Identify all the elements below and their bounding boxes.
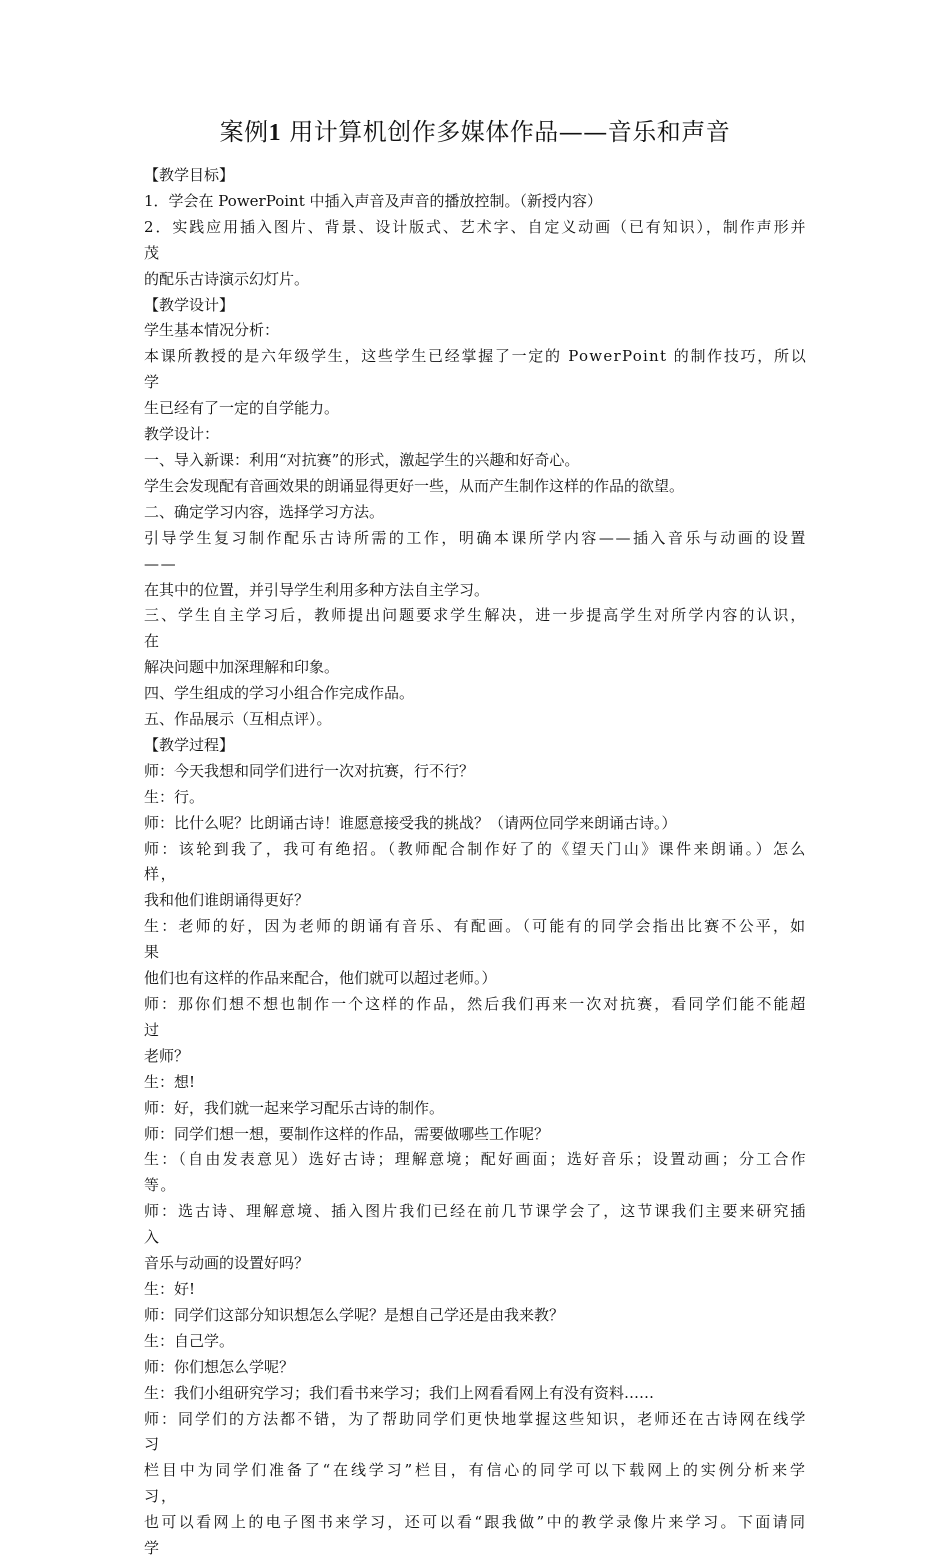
text-line: 教学设计： bbox=[144, 425, 220, 444]
text-line: 五、作品展示（互相点评）。 bbox=[144, 710, 332, 729]
text-line: 师：该轮到我了，我可有绝招。（教师配合制作好了的《望天门山》课件来朗诵。）怎么样， bbox=[144, 839, 807, 884]
title-prefix: 案例 bbox=[219, 118, 269, 146]
text-line: 生：我们小组研究学习；我们看书来学习；我们上网看看网上有没有资料…… bbox=[144, 1383, 655, 1402]
text-line: 三、学生自主学习后，教师提出问题要求学生解决，进一步提高学生对所学内容的认识，在 bbox=[144, 606, 807, 651]
text-line: 本课所教授的是六年级学生，这些学生已经掌握了一定的 PowerPoint 的制作技巧，所以学 bbox=[144, 347, 807, 392]
text-line: 师：选古诗、理解意境、插入图片我们已经在前几节课学会了，这节课我们主要来研究插入 bbox=[144, 1202, 807, 1247]
text-line: 一、导入新课：利用“对抗赛”的形式，激起学生的兴趣和好奇心。 bbox=[144, 450, 580, 469]
text-line: 生：（自由发表意见）选好古诗；理解意境；配好画面；选好音乐；设置动画；分工合作等。 bbox=[144, 1150, 807, 1195]
text-line: 四、学生组成的学习小组合作完成作品。 bbox=[144, 684, 415, 703]
document-body bbox=[144, 163, 807, 1562]
text-line: 的配乐古诗演示幻灯片。 bbox=[144, 269, 310, 288]
title-number: 1 bbox=[268, 120, 282, 146]
text-line: 师：同学们这部分知识想怎么学呢？是想自己学还是由我来教？ bbox=[144, 1305, 565, 1324]
text-line: 生：好! bbox=[144, 1279, 196, 1298]
text-line: 音乐与动画的设置好吗？ bbox=[144, 1254, 310, 1273]
text-line: 他们也有这样的作品来配合，他们就可以超过老师。） bbox=[144, 969, 497, 988]
text-line: 【教学目标】 bbox=[144, 166, 235, 184]
title-text: 用计算机创作多媒体作品——音乐和声音 bbox=[289, 118, 731, 146]
text-line: 我和他们谁朗诵得更好？ bbox=[144, 891, 310, 910]
text-line: 师：那你们想不想也制作一个这样的作品，然后我们再来一次对抗赛，看同学们能不能超过 bbox=[144, 995, 807, 1039]
text-line: 【教学设计】 bbox=[144, 295, 235, 314]
text-line: 生：老师的好，因为老师的朗诵有音乐、有配画。（可能有的同学会指出比赛不公平，如果 bbox=[144, 917, 807, 962]
text-line: 栏目中为同学们准备了“在线学习”栏目，有信心的同学可以下载网上的实例分析来学习， bbox=[144, 1461, 807, 1506]
text-line: 在其中的位置，并引导学生利用多种方法自主学习。 bbox=[144, 580, 490, 599]
text-line: 师：同学们的方法都不错，为了帮助同学们更快地掌握这些知识，老师还在古诗网在线学习 bbox=[144, 1409, 807, 1454]
text-line: 师：同学们想一想，要制作这样的作品，需要做哪些工作呢？ bbox=[144, 1124, 550, 1143]
text-line: 2．实践应用插入图片、背景、设计版式、艺术字、自定义动画（已有知识），制作声形并茂 bbox=[144, 217, 807, 262]
text-line: 生：想! bbox=[144, 1072, 196, 1091]
text-line: 学生会发现配有音画效果的朗诵显得更好一些，从而产生制作这样的作品的欲望。 bbox=[144, 476, 685, 495]
text-line: 师：比什么呢？比朗诵古诗！谁愿意接受我的挑战？（请两位同学来朗诵古诗。） bbox=[144, 813, 677, 832]
text-line: 师：你们想怎么学呢？ bbox=[144, 1357, 295, 1376]
text-line: 生：行。 bbox=[144, 787, 205, 806]
text-line: 也可以看网上的电子图书来学习，还可以看“跟我做”中的教学录像片来学习。下面请同学 bbox=[144, 1513, 807, 1558]
text-line: 1．学会在 PowerPoint 中插入声音及声音的播放控制。（新授内容） bbox=[144, 191, 602, 210]
text-line: 解决问题中加深理解和印象。 bbox=[144, 658, 340, 677]
text-line: 老师？ bbox=[144, 1046, 190, 1065]
text-line: 【教学过程】 bbox=[144, 735, 235, 754]
text-line: 学生基本情况分析： bbox=[144, 321, 280, 340]
text-line: 生已经有了一定的自学能力。 bbox=[144, 399, 340, 418]
text-line: 师：今天我想和同学们进行一次对抗赛，行不行？ bbox=[144, 761, 475, 780]
text-line: 生：自己学。 bbox=[144, 1331, 235, 1350]
text-line: 引导学生复习制作配乐古诗所需的工作，明确本课所学内容——插入音乐与动画的设置—— bbox=[144, 528, 807, 573]
text-line: 师：好，我们就一起来学习配乐古诗的制作。 bbox=[144, 1098, 445, 1117]
document-title bbox=[0, 114, 950, 151]
text-line: 二、确定学习内容，选择学习方法。 bbox=[144, 502, 385, 521]
